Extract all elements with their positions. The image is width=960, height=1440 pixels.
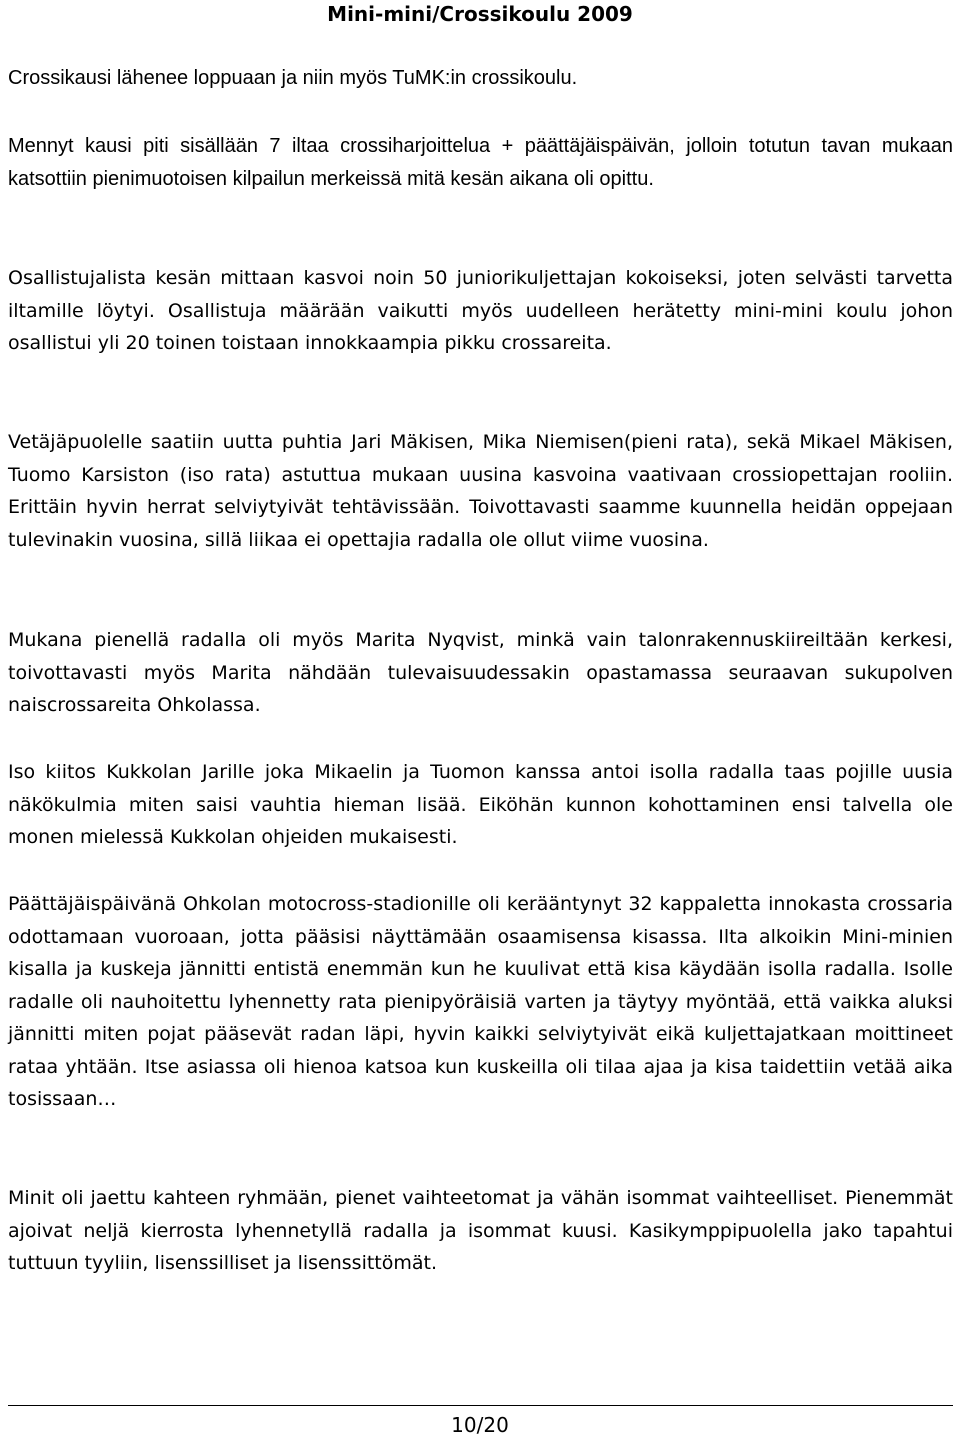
paragraph-groups: Minit oli jaettu kahteen ryhmään, pienet vaihteetomat ja vähän isommat vaihteelliset. Pienemmät ajoivat neljä kierrosta lyhennetyllä radalla ja isommat kuusi. Kasikymppipuolella jako tapahtui tuttuun tyyliin, lisenssilliset ja lisenssittömät. bbox=[8, 1187, 953, 1274]
page-title: Mini-mini/Crossikoulu 2009 bbox=[327, 2, 633, 26]
paragraph-thanks: Iso kiitos Kukkolan Jarille joka Mikaelin ja Tuomon kanssa antoi isolla radalla taas pojille uusia näkökulmia miten saisi vauhtia hieman lisää. Eiköhän kunnon kohottaminen ensi talvella ole monen mielessä Kukkolan ohjeiden mukaisesti. bbox=[8, 761, 953, 848]
paragraph-final-day: Päättäjäispäivänä Ohkolan motocross-stadionille oli kerääntynyt 32 kappaletta innokasta crossaria odottamaan vuoroaan, jotta pääsisi näyttämään osaamisensa kisassa. Ilta alkoikin Mini-minien kisalla ja kuskeja jännitti entistä enemmän kun he kuulivat että kisa käydään isolla radalla. Isolle radalle oli nauhoitettu lyhennetty rata pienipyöräisiä varten ja täytyy myöntää, että vaikka aluksi jännitti miten pojat pääsevät radan läpi, hyvin kaikki selviytyivät eikä kuljettajatkaan moittineet rataa yhtään. Itse asiassa oli hienoa katsoa kun kuskeilla oli tilaa ajaa ja kisa taidettiin vetää aika tosissaan… bbox=[8, 893, 953, 1110]
paragraph-intro: Crossikausi lähenee loppuaan ja niin myös TuMK:in crossikoulu. bbox=[8, 67, 578, 89]
page-number: 10/20 bbox=[451, 1413, 509, 1437]
paragraph-season: Mennyt kausi piti sisällään 7 iltaa crossiharjoittelua + päättäjäispäivän, jolloin totutun tavan mukaan katsottiin pienimuotoisen kilpailun merkeissä mitä kesän aikana oli opittu. bbox=[8, 135, 953, 190]
paragraph-participants: Osallistujalista kesän mittaan kasvoi noin 50 juniorikuljettajan kokoiseksi, joten selvästi tarvetta iltamille löytyi. Osallistuja määrään vaikutti myös uudelleen herätetty mini-mini koulu johon osallistui yli 20 toinen toistaan innokkaampia pikku crossareita. bbox=[8, 267, 953, 354]
paragraph-marita: Mukana pienellä radalla oli myös Marita Nyqvist, minkä vain talonrakennuskiireiltään kerkesi, toivottavasti myös Marita nähdään tulevaisuudessakin opastamassa seuraavan sukupolven naiscrossareita Ohkolassa. bbox=[8, 629, 953, 716]
footer-divider bbox=[8, 1405, 953, 1406]
paragraph-instructors: Vetäjäpuolelle saatiin uutta puhtia Jari Mäkisen, Mika Niemisen(pieni rata), sekä Mikael Mäkisen, Tuomo Karsiston (iso rata) astuttua mukaan uusina kasvoina vaativaan crossiopettajan rooliin. Erittäin hyvin herrat selviytyivät tehtävissään. Toivottavasti saamme kuunnella heidän oppejaan tulevinakin vuosina, sillä liikaa ei opettajia radalla ole ollut viime vuosina. bbox=[8, 431, 953, 551]
